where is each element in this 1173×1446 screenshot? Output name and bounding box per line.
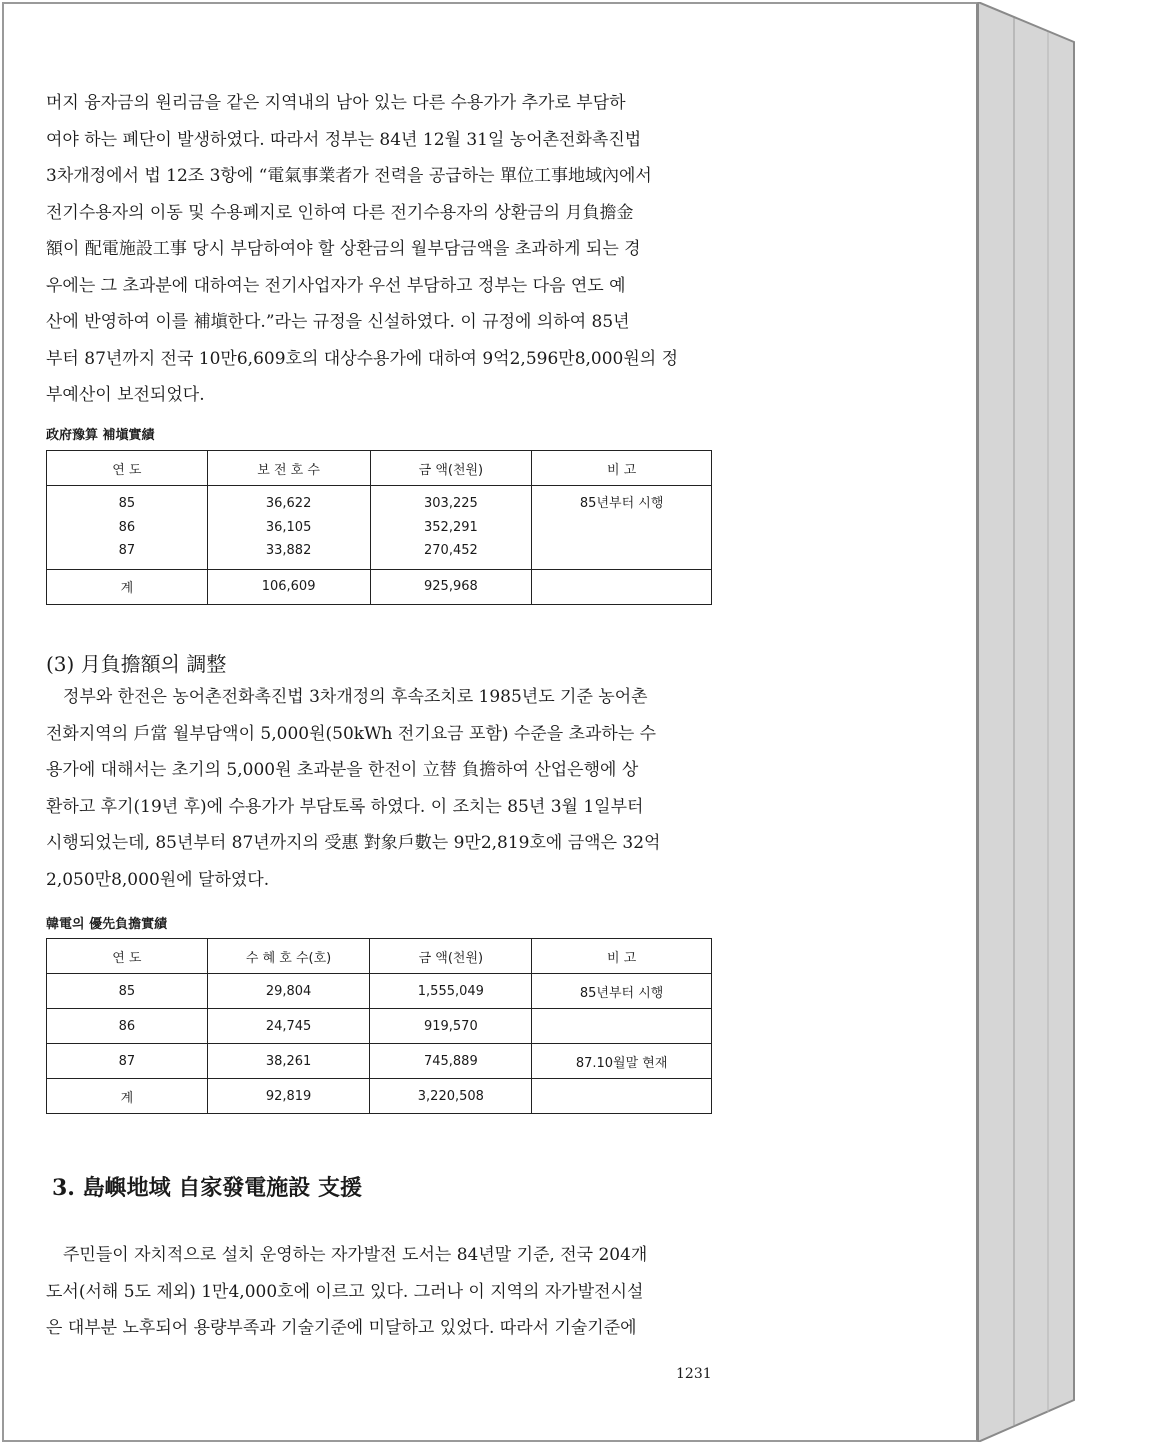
table-cell: 36,105 (265, 519, 312, 535)
text-line: 額이 配電施設工事 당시 부담하여야 할 상환금의 월부담금액을 초과하게 되는 경 (46, 239, 641, 259)
text-line: 도서(서해 5도 제외) 1만4,000호에 이르고 있다. 그러나 이 지역의 자가발전시설 (46, 1281, 644, 1302)
intro-paragraph (46, 85, 714, 414)
text-line: 부예산이 보전되었다. (46, 385, 205, 405)
text-line: 여야 하는 폐단이 발생하였다. 따라서 정부는 84년 12월 31일 농어촌전화촉진법 (46, 129, 642, 150)
text-line: 산에 반영하여 이를 補塡한다.”라는 규정을 신설하였다. 이 규정에 의하여 85년 (46, 312, 630, 332)
table-cell: 85년부터 시행 (532, 974, 712, 1009)
table-cell: 1,555,049 (370, 974, 532, 1009)
table-cell: 36,622 (265, 496, 312, 511)
header-cell: 금 액(천원) (370, 939, 532, 974)
table-cell: 29,804 (207, 974, 370, 1009)
year-cells (47, 486, 208, 570)
header-cell: 비 고 (532, 451, 712, 486)
table-cell: 85 (47, 974, 208, 1009)
page-number: 1231 (676, 1366, 712, 1382)
header-cell: 수 혜 호 수(호) (207, 939, 370, 974)
table-cell: 87.10월말 현재 (532, 1044, 712, 1079)
chapter3-paragraph (46, 1237, 714, 1347)
table-cell (532, 1079, 712, 1114)
text-line: 부터 87년까지 전국 10만6,609호의 대상수용가에 대하여 9억2,596만8,000원의 정 (46, 348, 679, 369)
table-cell: 38,261 (207, 1044, 370, 1079)
section3-paragraph (46, 679, 714, 898)
header-cell: 연 도 (47, 939, 208, 974)
text-line: 우에는 그 초과분에 대하여는 전기사업자가 우선 부담하고 정부는 다음 연도 예 (46, 275, 626, 296)
text-line: 전기수용자의 이동 및 수용폐지로 인하여 다른 전기수용자의 상환금의 月負擔金 (46, 202, 634, 223)
table-cell: 86 (118, 519, 136, 535)
table-total-row (47, 569, 712, 604)
text-line: 은 대부분 노후되어 용량부족과 기술기준에 미달하고 있었다. 따라서 기술기준에 (46, 1318, 637, 1338)
table-row (47, 1044, 712, 1079)
table-cell: 270,452 (424, 543, 478, 558)
table-cell: 85 (118, 496, 136, 511)
text-line: 용가에 대해서는 초기의 5,000원 초과분을 한전이 立替 負擔하여 산업은행에 상 (46, 760, 639, 780)
table-cell: 85년부터 시행 (579, 496, 664, 511)
header-cell: 금 액(천원) (370, 451, 532, 486)
table-cell: 87 (47, 1044, 208, 1079)
header-cell: 보 전 호 수 (207, 451, 370, 486)
text-line: 3차개정에서 법 12조 3항에 “電氣事業者가 전력을 공급하는 單位工事地域內에서 (46, 166, 652, 186)
text-line: 환하고 후기(19년 후)에 수용가가 부담토록 하였다. 이 조치는 85년 3월 1일부터 (46, 796, 644, 817)
table-cell (532, 1009, 712, 1044)
text-line: 2,050만8,000원에 달하였다. (46, 869, 270, 890)
table-header-row (47, 451, 712, 486)
government-budget-table (46, 450, 712, 605)
text-line: 머지 융자금의 원리금을 같은 지역내의 남아 있는 다른 수용가가 추가로 부담하 (46, 93, 626, 113)
table-cell: 33,882 (265, 543, 312, 558)
table-cell: 925,968 (370, 569, 532, 604)
table-cell: 86 (47, 1009, 208, 1044)
text-line: 정부와 한전은 농어촌전화촉진법 3차개정의 후속조치로 1985년도 기준 농어촌 (63, 687, 648, 707)
table-body-rows (47, 486, 712, 570)
text-line: 주민들이 자치적으로 설치 운영하는 자가발전 도서는 84년말 기준, 전국 204개 (63, 1245, 648, 1265)
table-cell: 352,291 (424, 519, 478, 535)
table1-caption: 政府豫算 補塡實績 (46, 428, 155, 443)
header-cell: 비 고 (532, 939, 712, 974)
count-cells (207, 486, 370, 570)
table-cell: 24,745 (207, 1009, 370, 1044)
note-cells (532, 486, 712, 570)
table-cell: 303,225 (424, 496, 478, 511)
table-cell: 계 (47, 1079, 208, 1114)
text-line: 전화지역의 戶當 월부담액이 5,000원(50kWh 전기요금 포함) 수준을 초과하는 수 (46, 723, 657, 744)
table2-caption: 韓電의 優先負擔實績 (46, 917, 168, 932)
table-header-row (47, 939, 712, 974)
chapter-heading: 3. 島嶼地域 自家發電施設 支援 (52, 1175, 362, 1201)
table-cell: 계 (47, 569, 208, 604)
section-heading: (3) 月負擔額의 調整 (46, 652, 227, 676)
table-cell: 106,609 (207, 569, 370, 604)
table-total-row (47, 1079, 712, 1114)
table-cell: 92,819 (207, 1079, 370, 1114)
text-line: 시행되었는데, 85년부터 87년까지의 受惠 對象戶數는 9만2,819호에 금액은 32억 (46, 833, 661, 853)
amount-cells (370, 486, 532, 570)
table-row (47, 974, 712, 1009)
table-cell: 3,220,508 (370, 1079, 532, 1114)
book-edge-illustration (978, 2, 1078, 1442)
table-cell: 87 (118, 543, 136, 558)
table-cell: 919,570 (370, 1009, 532, 1044)
table-cell: 745,889 (370, 1044, 532, 1079)
kepco-priority-table (46, 938, 712, 1114)
header-cell: 연 도 (47, 451, 208, 486)
table-row (47, 1009, 712, 1044)
table-cell (532, 569, 712, 604)
